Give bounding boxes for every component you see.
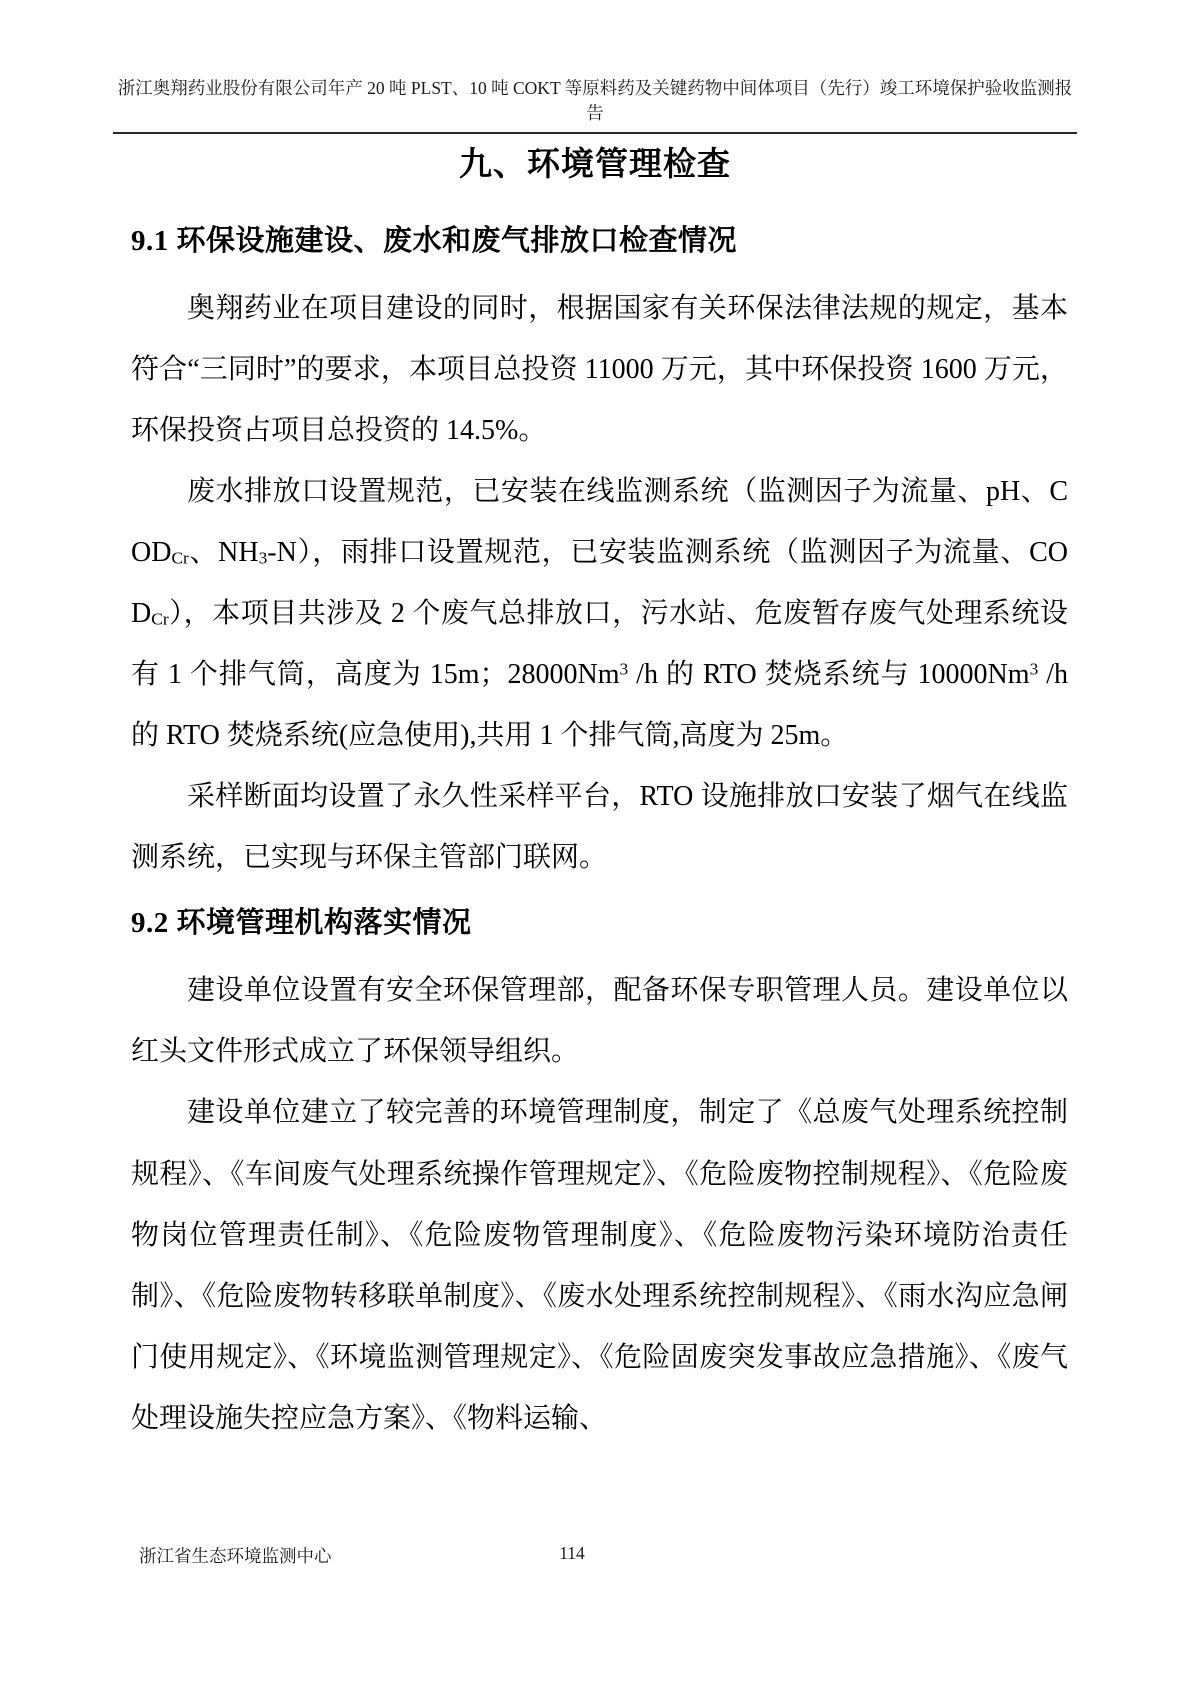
running-header-text: 浙江奥翔药业股份有限公司年产 20 吨 PLST、10 吨 COKT 等原料药及关键药物中间体项目（先行）竣工环境保护验收监测报告 bbox=[117, 78, 1073, 124]
page-header bbox=[113, 76, 1077, 134]
section-heading-9-1: 9.1 环保设施建设、废水和废气排放口检查情况 bbox=[131, 225, 738, 257]
document-body bbox=[131, 220, 1068, 1449]
chapter-title: 九、环境管理检查 bbox=[459, 147, 731, 183]
page-footer bbox=[131, 1543, 1068, 1573]
paragraph-investment: 奥翔药业在项目建设的同时，根据国家有关环保法律法规的规定，基本符合“三同时”的要求，本项目总投资 11000 万元，其中环保投资 1600 万元，环保投资占项目总投资的 14.5%。 bbox=[131, 293, 1068, 447]
footer-page-number: 114 bbox=[559, 1543, 585, 1563]
footer-organization: 浙江省生态环境监测中心 bbox=[139, 1546, 332, 1566]
paragraph-outlets: 废水排放口设置规范，已安装在线监测系统（监测因子为流量、pH、$COD_{Cr}$、$NH_3-N$），雨排口设置规范，已安装监测系统（监测因子为流量、$COD_{Cr}$），本项目共涉及 2 个废气总排放口，污水站、危废暂存废气处理系统设有 1 个排气筒，高度为 15m；28000Nm$^3$ /h 的 RTO 焚烧系统与 10000Nm$^3$ /h 的 RTO 焚烧系统(应急使用),共用 1 个排气筒,高度为 25m。 bbox=[131, 476, 1069, 752]
paragraph-management-rules: 建设单位建立了较完善的环境管理制度，制定了《总废气处理系统控制规程》、《车间废气处理系统操作管理规定》、《危险废物控制规程》、《危险废物岗位管理责任制》、《危险废物管理制度》、《危险废物污染环境防治责任制》、《危险废物转移联单制度》、《废水处理系统控制规程》、《雨水沟应急闸门使用规定》、《环境监测管理规定》、《危险固废突发事故应急措施》、《废气处理设施失控应急方案》、《物料运输、 bbox=[131, 1097, 1068, 1434]
section-heading-9-2: 9.2 环境管理机构落实情况 bbox=[131, 907, 472, 940]
paragraph-sampling-platform: 采样断面均设置了永久性采样平台，RTO 设施排放口安装了烟气在线监测系统，已实现与环保主管部门联网。 bbox=[131, 781, 1068, 874]
paragraph-management-org: 建设单位设置有安全环保管理部，配备环保专职管理人员。建设单位以红头文件形式成立了环保领导组织。 bbox=[131, 975, 1068, 1068]
